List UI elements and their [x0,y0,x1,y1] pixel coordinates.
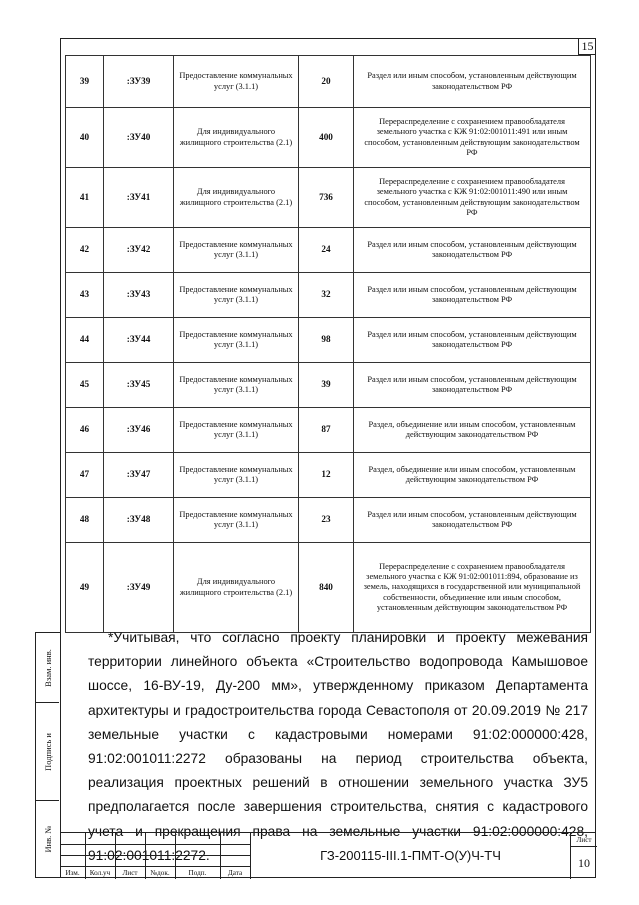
side-cell-inv [36,801,59,877]
permitted-use: Предоставление коммунальных услуг (3.1.1) [174,408,299,453]
formation-method: Перераспределение с сохранением правообладателя земельного участка с КЖ 91:02:001011:490 или иным способом, установленным действующим законодательством РФ [354,168,591,228]
formation-method: Раздел или иным способом, установленным действующим законодательством РФ [354,498,591,543]
parcel-code: :ЗУ48 [104,498,174,543]
parcel-area: 400 [299,108,354,168]
title-block [60,832,596,878]
parcel-area: 840 [299,543,354,633]
permitted-use: Предоставление коммунальных услуг (3.1.1) [174,273,299,318]
label-kol-uch: Кол.уч [89,869,111,877]
row-number: 47 [66,453,104,498]
parcel-area: 87 [299,408,354,453]
label-list: Лист [122,869,138,877]
parcel-area: 98 [299,318,354,363]
parcel-area: 24 [299,228,354,273]
parcel-code: :ЗУ39 [104,56,174,108]
permitted-use: Предоставление коммунальных услуг (3.1.1) [174,56,299,108]
row-number: 39 [66,56,104,108]
table-row [66,363,591,408]
document-code: ГЗ-200115-III.1-ПМТ-О(У)Ч-ТЧ [250,833,570,879]
label-podp: Подп. [188,869,207,877]
parcels-table [65,55,591,633]
parcel-code: :ЗУ42 [104,228,174,273]
sheet-box [570,833,596,879]
parcel-code: :ЗУ41 [104,168,174,228]
formation-method: Раздел, объединение или иным способом, установленным действующим законодательством РФ [354,408,591,453]
row-number: 41 [66,168,104,228]
permitted-use: Предоставление коммунальных услуг (3.1.1) [174,228,299,273]
table-row [66,453,591,498]
parcel-area: 20 [299,56,354,108]
formation-method: Раздел или иным способом, установленным действующим законодательством РФ [354,363,591,408]
row-number: 48 [66,498,104,543]
table-row [66,108,591,168]
notice-text: *Учитывая, что согласно проекту планировки и проекту межевания территории линейного объекта «Строительство водопровода Камышовое шоссе, 16-ВУ-19, Ду-200 мм», утвержденному приказом Департамента архитектуры и градостроительства города Севастополя от 20.09.2019 № 217 земельные участки с кадастровыми номерами 91:02:000000:428, 91:02:001011:2272 образованы на период строительства объекта, реализация проектных решений в отношении земельного участка ЗУ5 предполагается после завершения строительства, снятия с кадастрового учета и прекращения права на земельные участки 91:02:000000:428, 91:02:001011:2272. [88,630,588,863]
side-cell-podpis [36,703,59,801]
parcel-code: :ЗУ44 [104,318,174,363]
permitted-use: Предоставление коммунальных услуг (3.1.1) [174,318,299,363]
side-stamp [35,632,60,878]
sheet-number: 10 [578,856,590,870]
permitted-use: Для индивидуального жилищного строительства (2.1) [174,108,299,168]
grid-line [60,855,250,856]
row-number: 42 [66,228,104,273]
parcel-area: 39 [299,363,354,408]
parcel-area: 12 [299,453,354,498]
row-number: 40 [66,108,104,168]
parcel-area: 736 [299,168,354,228]
permitted-use: Для индивидуального жилищного строительства (2.1) [174,543,299,633]
table-row [66,498,591,543]
table-row [66,318,591,363]
parcel-code: :ЗУ49 [104,543,174,633]
label-izm: Изм. [65,869,80,877]
formation-method: Перераспределение с сохранением правообладателя земельного участка с КЖ 91:02:001011:894, образование из земель, находящихся в государственной или муниципальной собственности, объединение или иным способом, установленным действующим законодательством РФ [354,543,591,633]
side-cell-vzam [36,633,59,703]
parcel-code: :ЗУ43 [104,273,174,318]
revision-grid [60,833,250,879]
table-row [66,273,591,318]
label-data: Дата [227,869,243,877]
permitted-use: Предоставление коммунальных услуг (3.1.1) [174,498,299,543]
row-number: 43 [66,273,104,318]
row-number: 49 [66,543,104,633]
side-label-podpis: Подпись и [42,732,53,771]
parcel-code: :ЗУ40 [104,108,174,168]
row-number: 44 [66,318,104,363]
sheet-label: Лист [571,834,597,847]
side-label-vzam: Взам. инв. [42,648,53,687]
side-label-inv: Инв. № [42,825,53,853]
table-row [66,408,591,453]
permitted-use: Предоставление коммунальных услуг (3.1.1) [174,363,299,408]
row-number: 45 [66,363,104,408]
parcel-code: :ЗУ45 [104,363,174,408]
parcel-area: 32 [299,273,354,318]
formation-method: Раздел или иным способом, установленным действующим законодательством РФ [354,56,591,108]
parcel-code: :ЗУ47 [104,453,174,498]
grid-line [60,866,250,867]
label-ndok: №док. [150,869,170,877]
permitted-use: Для индивидуального жилищного строительства (2.1) [174,168,299,228]
formation-method: Раздел, объединение или иным способом, установленным действующим законодательством РФ [354,453,591,498]
permitted-use: Предоставление коммунальных услуг (3.1.1) [174,453,299,498]
formation-method: Раздел или иным способом, установленным действующим законодательством РФ [354,318,591,363]
table-row [66,56,591,108]
table-row [66,228,591,273]
grid-line [60,844,250,845]
formation-method: Раздел или иным способом, установленным действующим законодательством РФ [354,273,591,318]
table-row [66,168,591,228]
table-row [66,543,591,633]
formation-method: Раздел или иным способом, установленным действующим законодательством РФ [354,228,591,273]
formation-method: Перераспределение с сохранением правообладателя земельного участка с КЖ 91:02:001011:491 или иным способом, установленным действующим законодательством РФ [354,108,591,168]
row-number: 46 [66,408,104,453]
top-page-number: 15 [578,38,596,55]
parcel-area: 23 [299,498,354,543]
parcel-code: :ЗУ46 [104,408,174,453]
